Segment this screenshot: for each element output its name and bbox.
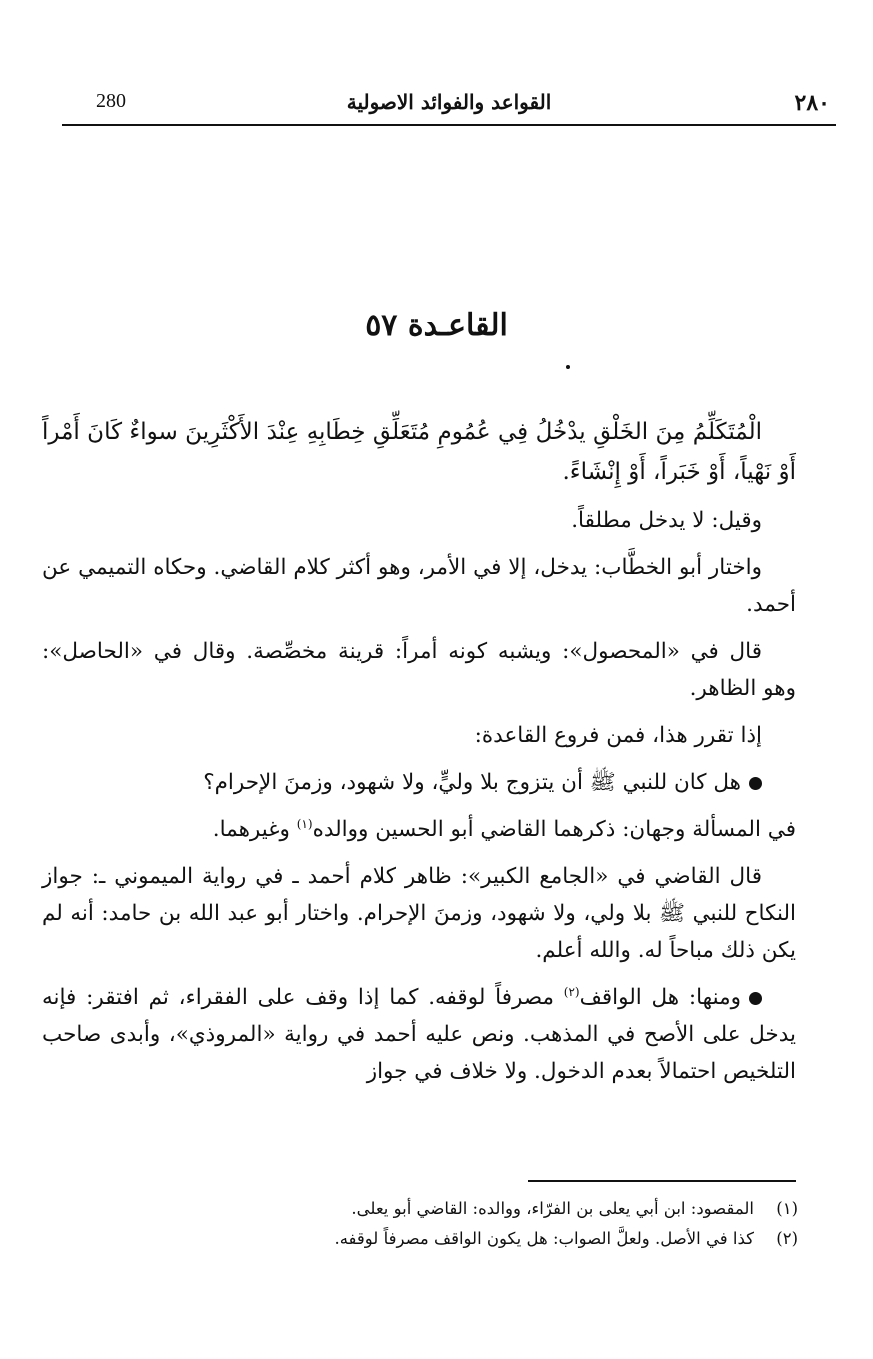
- footnotes: [42, 1194, 798, 1254]
- footnote-number: (١): [776, 1199, 798, 1218]
- bullet-paragraph: [42, 764, 796, 801]
- paragraph: واختار أبو الخطَّاب: يدخل، إلا في الأمر، وهو أكثر كلام القاضي. وحكاه التميمي عن أحمد.: [42, 555, 796, 617]
- paragraph: قال القاضي في «الجامع الكبير»: ظاهر كلام أحمد ـ في رواية الميموني ـ: جواز النكاح للنبي ﷺ بلا ولي، ولا شهود، وزمنَ الإحرام. واختار أبو عبد الله بن حامد: أنه لم يكن ذلك مباحاً له. والله أعلم.: [42, 864, 796, 963]
- footnote-ref: (٢): [563, 984, 580, 999]
- paragraph-text: مصرفاً لوقفه. كما إذا وقف على الفقراء، ثم افتقر: فإنه يدخل على الأصح في المذهب. ونص عليه أحمد في رواية «المروذي»، وأبدى صاحب التلخيص احتمالاً بعدم الدخول. ولا خلاف في جواز: [42, 985, 796, 1084]
- rule-statement: الْمُتَكَلِّمُ مِنَ الخَلْقِ يدْخُلُ فِي عُمُومِ مُتَعَلِّقِ خِطَابِهِ عِنْدَ الأَكْثَرِينَ سواءٌ كَانَ أَمْراً أَوْ نَهْياً، أَوْ خَبَراً، أَوْ إِنْشَاءً.: [42, 419, 796, 485]
- footnote-divider: [528, 1180, 796, 1182]
- page-number-arabic: ٢٨٠: [794, 90, 830, 116]
- paragraph: [42, 811, 796, 848]
- ornament-dot: [566, 365, 570, 369]
- paragraph-text: وغيرهما.: [212, 817, 297, 842]
- main-text: [42, 412, 796, 1100]
- running-title: القواعد والفوائد الاصولية: [346, 90, 552, 114]
- paragraph: قال في «المحصول»: ويشبه كونه أمراً: قرينة مخصِّصة. وقال في «الحاصل»: وهو الظاهر.: [42, 639, 796, 701]
- bullet-paragraph: [42, 979, 796, 1090]
- footnote-text: المقصود: ابن أبي يعلى بن الفرّاء، ووالده: القاضي أبو يعلى.: [351, 1199, 754, 1218]
- page-number-latin: 280: [96, 90, 126, 112]
- footnote-ref: (١): [296, 816, 313, 831]
- footnote: [42, 1224, 798, 1254]
- paragraph-text: ومنها: هل الواقف: [579, 985, 741, 1010]
- paragraph: وقيل: لا يدخل مطلقاً.: [571, 508, 762, 533]
- paragraph: إذا تقرر هذا، فمن فروع القاعدة:: [474, 723, 762, 748]
- paragraph-text: هل كان للنبي ﷺ أن يتزوج بلا وليٍّ، ولا شهود، وزمنَ الإحرام؟: [203, 770, 741, 795]
- footnote-number: (٢): [776, 1229, 798, 1248]
- footnote-text: كذا في الأصل. ولعلَّ الصواب: هل يكون الواقف مصرفاً لوقفه.: [334, 1229, 754, 1248]
- footnote: [42, 1194, 798, 1224]
- running-header: [62, 84, 836, 126]
- rule-heading: القاعـدة ٥٧: [365, 308, 508, 343]
- bullet-icon: [749, 777, 762, 790]
- paragraph-text: في المسألة وجهان: ذكرهما القاضي أبو الحسين ووالده: [312, 817, 796, 842]
- bullet-icon: [749, 992, 762, 1005]
